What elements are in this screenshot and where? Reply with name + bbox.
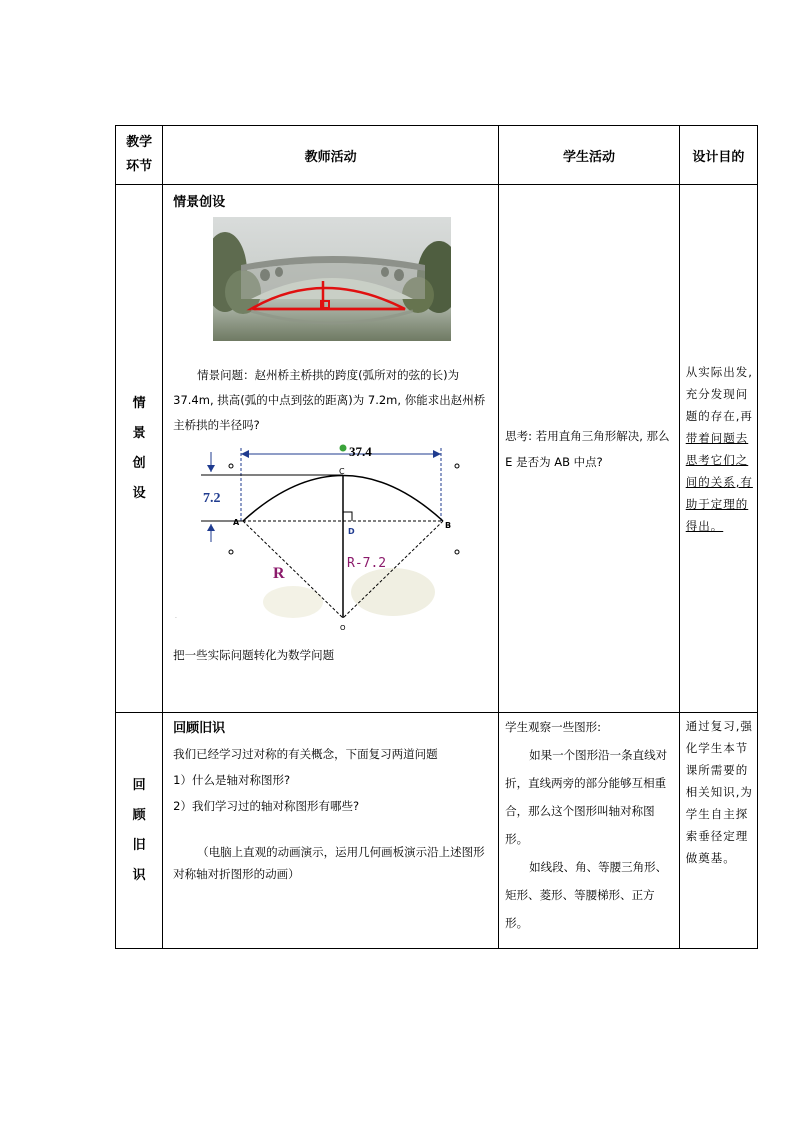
demo-text: （电脑上直观的动画演示，运用几何画板演示沿上述图形对称轴对折图形的动画） xyxy=(173,845,485,881)
header-stage-line2: 环节 xyxy=(126,159,153,174)
label-c: C xyxy=(339,467,345,476)
header-stage xyxy=(116,126,163,185)
table-row-scenario xyxy=(116,185,758,713)
label-b: B xyxy=(445,521,452,530)
stage-char: 景 xyxy=(132,425,146,441)
purpose-text-part2: 带着问题去思考它们之间的关系,有助于定理的得出。 xyxy=(685,430,753,533)
student-observe-text: 学生观察一些图形: xyxy=(505,720,602,734)
height-label: 7.2 xyxy=(203,491,221,506)
label-d: D xyxy=(348,527,355,536)
table-header-row xyxy=(116,126,758,185)
header-purpose: 设计目的 xyxy=(679,126,757,185)
problem-text: 情景问题：赵州桥主桥拱的跨度(弧所对的弦的长)为 37.4m, 拱高(弧的中点到弦的距离)为 7.2m, 你能求出赵州桥主桥拱的半径吗? xyxy=(173,368,486,432)
stage-scenario xyxy=(116,185,163,713)
stage-review xyxy=(116,713,163,949)
header-student: 学生活动 xyxy=(499,126,680,185)
purpose-text-part1: 从实际出发,充分发现问题的存在,再 xyxy=(685,364,753,423)
header-teacher: 教师活动 xyxy=(163,126,499,185)
svg-text:.: . xyxy=(175,613,178,620)
purpose-review xyxy=(679,713,757,949)
label-r: R xyxy=(273,565,285,582)
lesson-plan-table xyxy=(115,125,758,949)
conclusion-text: 把一些实际问题转化为数学问题 xyxy=(173,648,335,662)
review-question-1: 1）什么是轴对称图形? xyxy=(173,773,291,787)
label-o: O xyxy=(340,624,346,632)
stage-char: 情 xyxy=(132,395,146,411)
stage-char: 回 xyxy=(132,777,146,793)
student-activity-review xyxy=(499,713,680,949)
section-title: 回顾旧识 xyxy=(173,721,226,736)
student-definition-text: 如果一个图形沿一条直线对折，直线两旁的部分能够互相重合，那么这个图形叫轴对称图形。 xyxy=(505,748,668,846)
section-title: 情景创设 xyxy=(173,195,226,210)
purpose-review-text: 通过复习,强化学生本节课所需要的相关知识,为学生自主探索垂径定理做奠基。 xyxy=(685,719,753,865)
stage-char: 创 xyxy=(132,455,146,471)
arch-diagram xyxy=(173,442,490,639)
stage-char: 识 xyxy=(132,867,146,883)
span-label: 37.4 xyxy=(349,444,372,459)
student-think-text: 思考: 若用直角三角形解决, 那么 E 是否为 AB 中点? xyxy=(505,428,670,469)
teacher-activity-scenario xyxy=(163,185,499,713)
review-question-2: 2）我们学习过的轴对称图形有哪些? xyxy=(173,799,360,813)
review-intro: 我们已经学习过对称的有关概念，下面复习两道问题 xyxy=(173,747,438,761)
label-a: A xyxy=(233,518,240,527)
stage-char: 设 xyxy=(132,485,146,501)
purpose-scenario xyxy=(679,185,757,713)
student-activity-scenario xyxy=(499,185,680,713)
teacher-activity-review xyxy=(163,713,499,949)
stage-char: 旧 xyxy=(132,837,146,853)
header-stage-line1: 教学 xyxy=(126,135,153,150)
table-row-review xyxy=(116,713,758,949)
bridge-photo xyxy=(213,217,451,341)
stage-char: 顾 xyxy=(132,807,146,823)
student-examples-text: 如线段、角、等腰三角形、矩形、菱形、等腰梯形、正方形。 xyxy=(505,860,668,930)
label-r-minus: R-7.2 xyxy=(347,556,387,571)
